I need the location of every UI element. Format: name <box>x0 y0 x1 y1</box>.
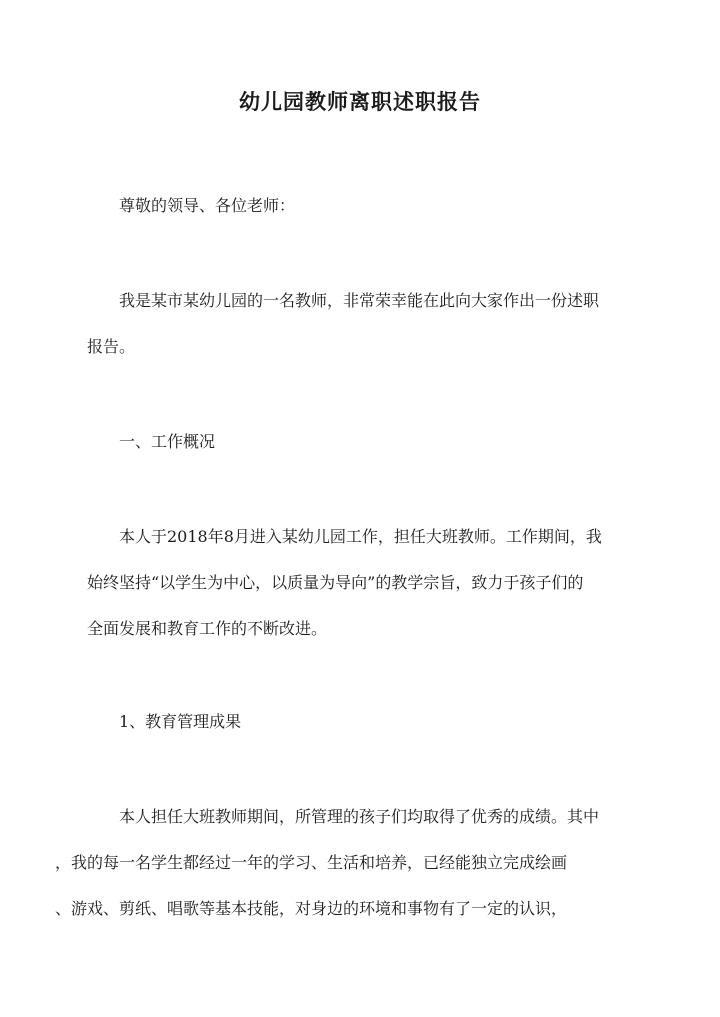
subsection-heading-management: 1、教育管理成果 <box>119 712 242 731</box>
salutation: 尊敬的领导、各位老师： <box>119 196 296 215</box>
overview-line-3: 全面发展和教育工作的不断改进。 <box>87 619 328 638</box>
section-heading-overview: 一、工作概况 <box>119 432 216 451</box>
overview-line-1: 本人于2018年8月进入某幼儿园工作，担任大班教师。工作期间，我 <box>119 527 602 546</box>
overview-line-2: 始终坚持“以学生为中心，以质量为导向”的教学宗旨，致力于孩子们的 <box>87 573 584 592</box>
intro-line-1: 我是某市某幼儿园的一名教师，非常荣幸能在此向大家作出一份述职 <box>119 291 600 310</box>
management-paragraph <box>55 794 635 932</box>
overview-paragraph <box>87 514 635 652</box>
management-line-3: 、游戏、剪纸、唱歌等基本技能，对身边的环境和事物有了一定的认识， <box>55 899 568 918</box>
management-line-1: 本人担任大班教师期间，所管理的孩子们均取得了优秀的成绩。其中 <box>119 807 600 826</box>
intro-paragraph <box>87 278 635 370</box>
management-line-2: ，我的每一名学生都经过一年的学习、生活和培养，已经能独立完成绘画 <box>55 853 568 872</box>
intro-line-2: 报告。 <box>87 337 136 356</box>
document-title: 幼儿园教师离职述职报告 <box>239 89 481 114</box>
